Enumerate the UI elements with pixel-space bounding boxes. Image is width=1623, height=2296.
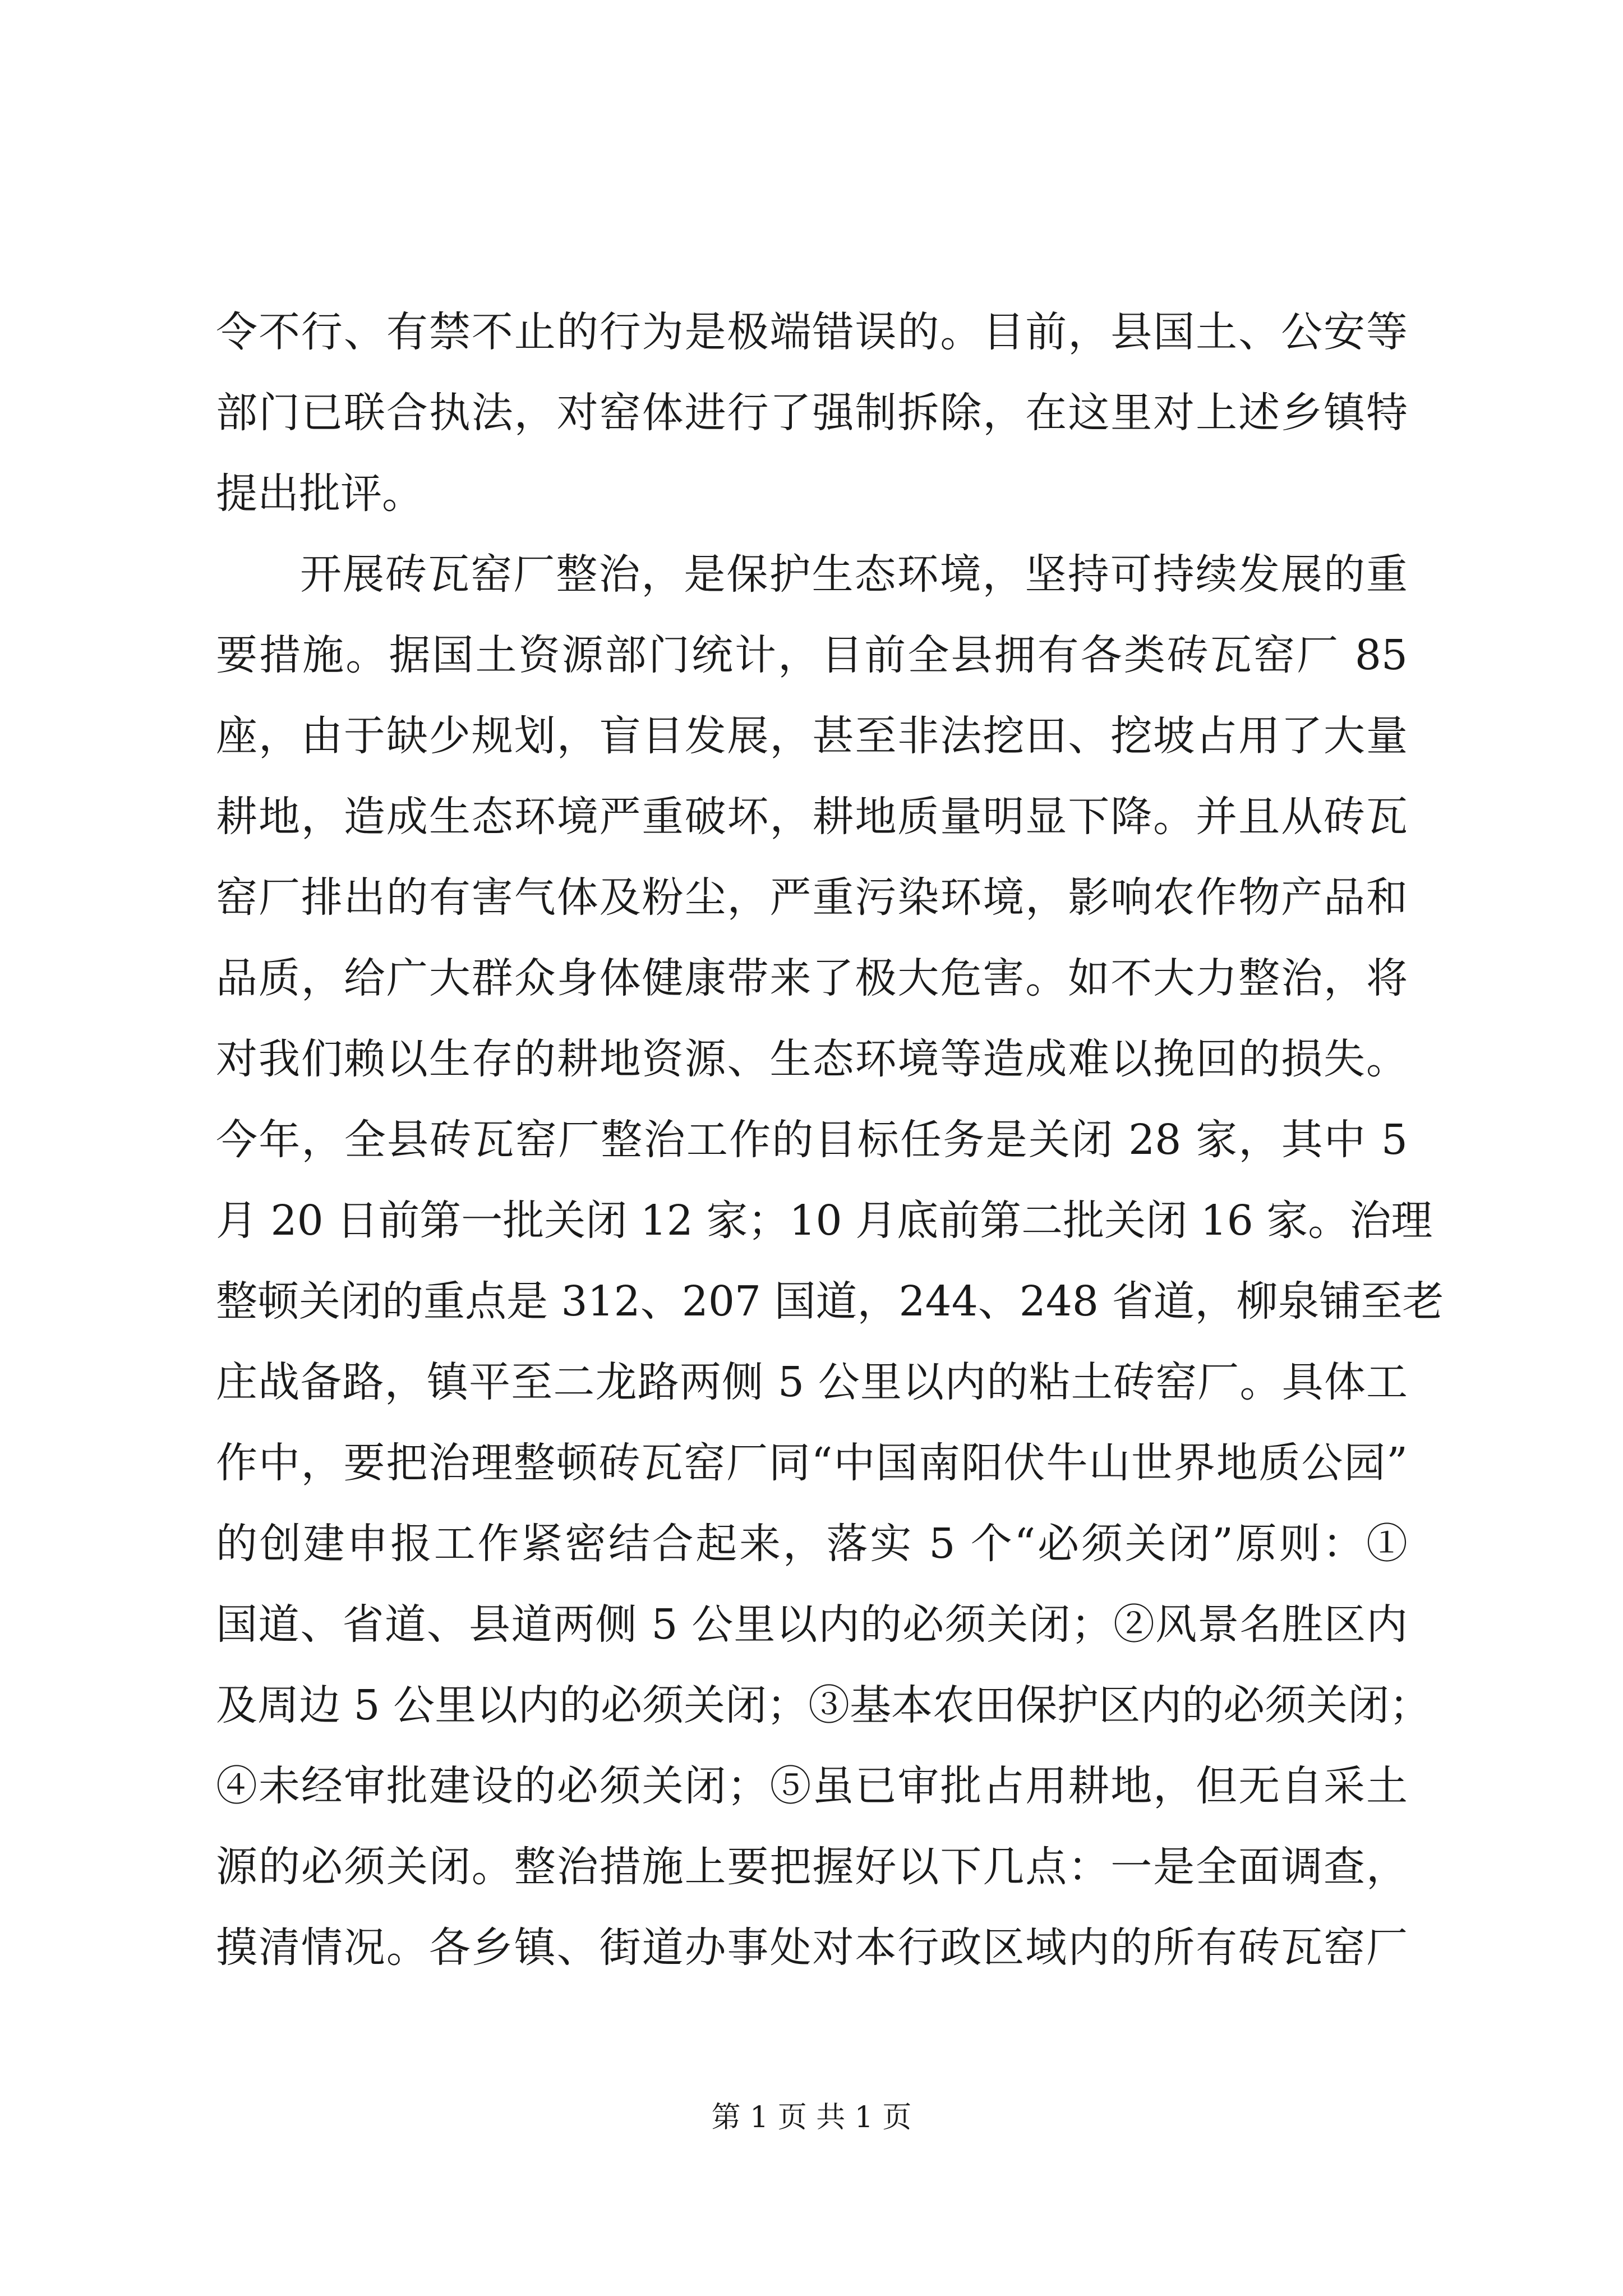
text-line-10: 对我们赖以生存的耕地资源、生态环境等造成难以挽回的损失。 [216, 1035, 1408, 1083]
text-line-20: 源的必须关闭。整治措施上要把握好以下几点：一是全面调查， [216, 1843, 1408, 1891]
text-line-5: 要措施。据国土资源部门统计，目前全县拥有各类砖瓦窑厂 85 [216, 631, 1408, 679]
text-line-9: 品质，给广大群众身体健康带来了极大危害。如不大力整治，将 [216, 954, 1408, 1002]
text-line-13: 整顿关闭的重点是 312、207 国道，244、248 省道，柳泉铺至老 [216, 1277, 1444, 1326]
text-line-6: 座，由于缺少规划，盲目发展，甚至非法挖田、挖坡占用了大量 [216, 712, 1408, 760]
text-line-17: 国道、省道、县道两侧 5 公里以内的必须关闭；②风景名胜区内 [216, 1600, 1408, 1649]
text-line-4: 开展砖瓦窑厂整治，是保护生态环境，坚持可持续发展的重 [300, 550, 1408, 599]
text-line-18: 及周边 5 公里以内的必须关闭；③基本农田保护区内的必须关闭； [216, 1681, 1431, 1729]
text-line-8: 窑厂排出的有害气体及粉尘，严重污染环境，影响农作物产品和 [216, 873, 1408, 922]
page-number-footer: 第 1 页 共 1 页 [711, 2101, 912, 2134]
text-line-21: 摸清情况。各乡镇、街道办事处对本行政区域内的所有砖瓦窑厂 [216, 1924, 1408, 1972]
document-body [216, 292, 1444, 1988]
text-line-14: 庄战备路，镇平至二龙路两侧 5 公里以内的粘土砖窑厂。具体工 [216, 1358, 1408, 1406]
text-line-7: 耕地，造成生态环境严重破坏，耕地质量明显下降。并且从砖瓦 [216, 793, 1408, 841]
text-line-1: 令不行、有禁不止的行为是极端错误的。目前，县国土、公安等 [216, 308, 1408, 356]
text-line-19: ④未经审批建设的必须关闭；⑤虽已审批占用耕地，但无自采土 [216, 1762, 1408, 1810]
text-line-11: 今年，全县砖瓦窑厂整治工作的目标任务是关闭 28 家，其中 5 [216, 1116, 1408, 1164]
text-line-3: 提出批评。 [216, 470, 423, 518]
text-line-16: 的创建申报工作紧密结合起来，落实 5 个“必须关闭”原则：① [216, 1520, 1408, 1568]
text-line-15: 作中，要把治理整顿砖瓦窑厂同“中国南阳伏牛山世界地质公园” [216, 1439, 1408, 1487]
text-line-2: 部门已联合执法，对窑体进行了强制拆除，在这里对上述乡镇特 [216, 389, 1408, 437]
text-line-12: 月 20 日前第一批关闭 12 家；10 月底前第二批关闭 16 家。治理 [216, 1197, 1433, 1245]
